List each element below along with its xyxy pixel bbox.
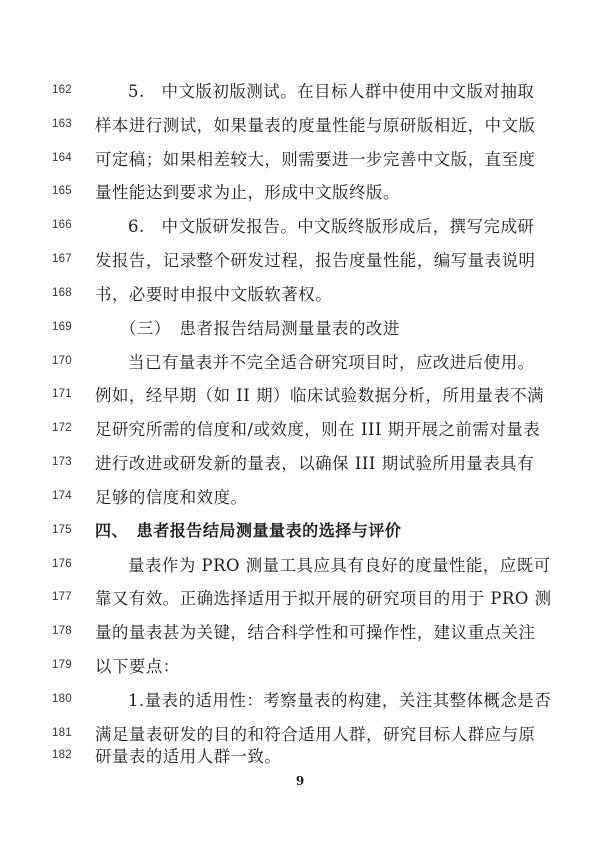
text-line [0, 582, 600, 616]
text-line [0, 75, 600, 109]
line-number: 163 [52, 118, 72, 130]
line-number: 168 [52, 287, 72, 299]
text-line [0, 481, 600, 515]
line-text: 进行改进或研发新的量表，以确保 III 期试验所用量表具有 [95, 454, 535, 473]
line-text: 书，必要时申报中文版软著权。 [95, 285, 333, 304]
text-line [0, 616, 600, 650]
text-line [0, 684, 600, 718]
line-text: 量表作为 PRO 测量工具应具有良好的度量性能，应既可 [128, 556, 551, 575]
section-heading-line [0, 515, 600, 549]
text-line [0, 109, 600, 143]
line-number: 162 [52, 84, 72, 96]
line-number: 173 [52, 456, 72, 468]
line-number: 166 [52, 219, 72, 231]
subsection-heading: （三） 患者报告结局测量量表的改进 [120, 319, 400, 338]
text-line [0, 244, 600, 278]
line-number: 174 [52, 490, 72, 502]
text-line [0, 143, 600, 177]
line-number: 178 [52, 625, 72, 637]
line-number: 172 [52, 422, 72, 434]
text-line [0, 210, 600, 244]
line-text: 发报告，记录整个研发过程，报告度量性能，编写量表说明 [95, 251, 536, 270]
line-number: 165 [52, 185, 72, 197]
line-text: 1.量表的适用性：考察量表的构建，关注其整体概念是否 [128, 691, 552, 710]
line-number: 171 [52, 388, 72, 400]
line-number: 177 [52, 591, 72, 603]
section-heading-line [0, 312, 600, 346]
line-number: 180 [52, 693, 72, 705]
line-number: 176 [52, 558, 72, 570]
line-number: 179 [52, 659, 72, 671]
line-text: 以下要点： [95, 657, 180, 676]
section-heading: 四、 患者报告结局测量量表的选择与评价 [95, 521, 402, 540]
line-text: 样本进行测试，如果量表的度量性能与原研版相近，中文版 [95, 116, 536, 135]
line-number: 167 [52, 253, 72, 265]
line-number: 169 [52, 321, 72, 333]
text-line [0, 379, 600, 413]
line-text: 6. 中文版研发报告。中文版终版形成后，撰写完成研 [128, 217, 535, 236]
line-number: 175 [52, 524, 72, 536]
line-number: 182 [52, 749, 72, 761]
line-text: 当已有量表并不完全适合研究项目时，应改进后使用。 [128, 353, 535, 372]
page-number: 9 [295, 774, 305, 788]
line-text: 足研究所需的信度和/或效度，则在 III 期开展之前需对量表 [95, 420, 541, 439]
line-number: 170 [52, 355, 72, 367]
line-text: 例如，经早期（如 II 期）临床试验数据分析，所用量表不满 [95, 386, 545, 405]
text-line [0, 650, 600, 684]
text-line [0, 549, 600, 583]
line-text: 可定稿；如果相差较大，则需要进一步完善中文版，直至度 [95, 150, 536, 169]
text-line [0, 447, 600, 481]
line-text: 足够的信度和效度。 [95, 488, 248, 507]
line-text: 5. 中文版初版测试。在目标人群中使用中文版对抽取 [128, 82, 535, 101]
text-line [0, 413, 600, 447]
text-line [0, 278, 600, 312]
text-line [0, 740, 600, 774]
text-line [0, 346, 600, 380]
line-text: 满足量表研发的目的和符合适用人群，研究目标人群应与原 [95, 725, 536, 744]
line-text: 量的量表甚为关键，结合科学性和可操作性，建议重点关注 [95, 623, 536, 642]
line-number: 164 [52, 152, 72, 164]
line-text: 量性能达到要求为止，形成中文版终版。 [95, 183, 400, 202]
line-text: 研量表的适用人群一致。 [95, 747, 282, 766]
line-number: 181 [52, 727, 72, 739]
text-line [0, 176, 600, 210]
line-text: 靠又有效。正确选择适用于拟开展的研究项目的用于 PRO 测 [95, 589, 552, 608]
